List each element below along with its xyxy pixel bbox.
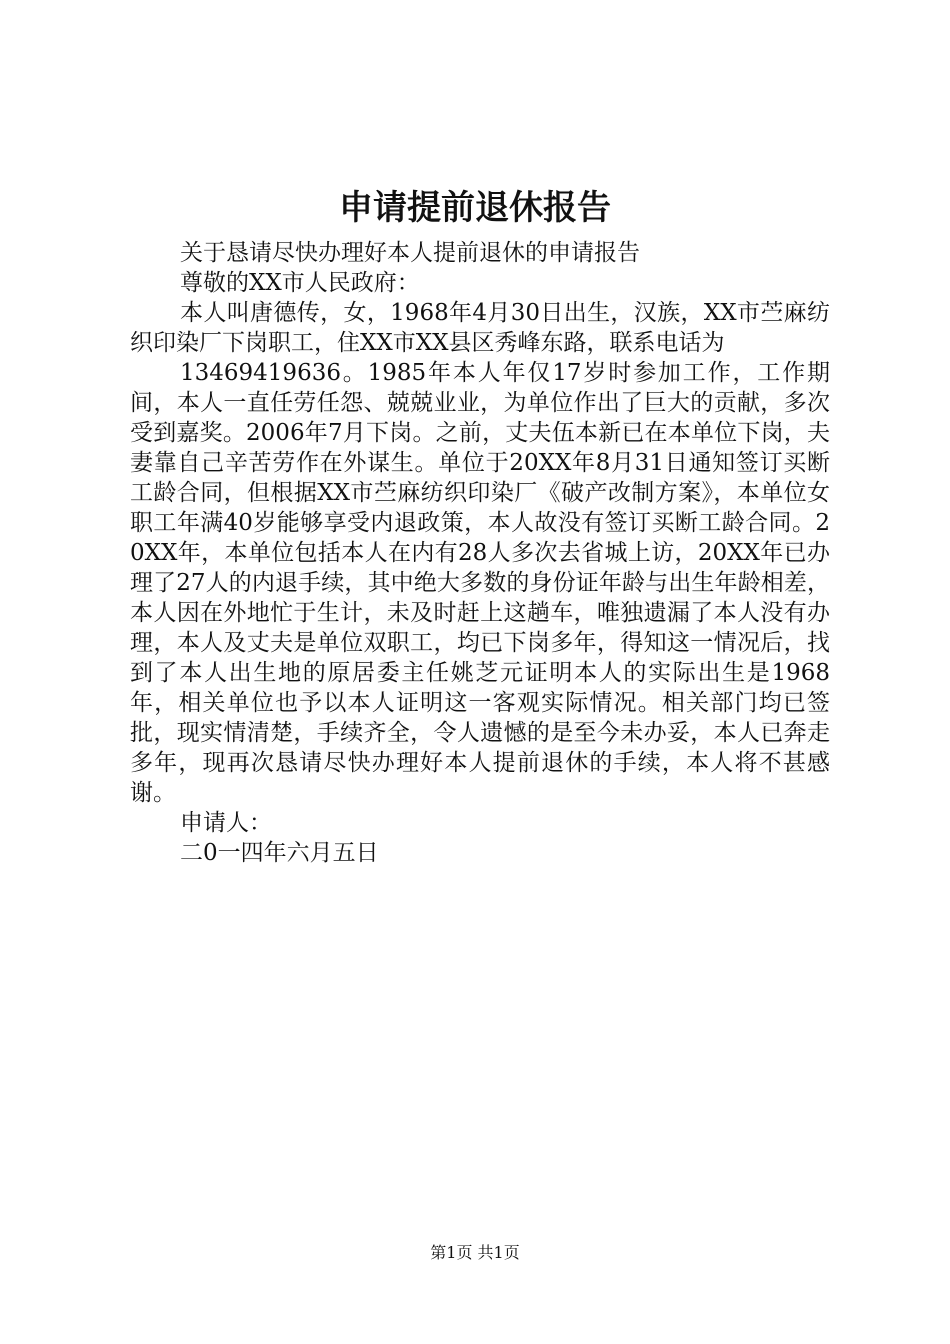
document-title: 申请提前退休报告	[339, 188, 611, 228]
signature-line: 申请人：	[180, 810, 272, 836]
page-footer: 第1页 共1页	[430, 1243, 520, 1262]
date-line: 二0一四年六月五日	[180, 840, 379, 866]
salutation: 尊敬的XX市人民政府：	[180, 270, 420, 296]
paragraph-intro: 本人叫唐德传，女，1968年4月30日出生，汉族，XX市苎麻纺织印染厂下岗职工，住XX市XX县区秀峰东路，联系电话为	[130, 300, 830, 356]
document-subtitle: 关于恳请尽快办理好本人提前退休的申请报告	[180, 240, 640, 266]
document-body	[130, 238, 830, 868]
paragraph-main: 13469419636。1985年本人年仅17岁时参加工作，工作期间，本人一直任劳任怨、兢兢业业，为单位作出了巨大的贡献，多次受到嘉奖。2006年7月下岗。之前，丈夫伍本新已在本单位下岗，夫妻靠自己辛苦劳作在外谋生。单位于20XX年8月31日通知签订买断工龄合同，但根据XX市苎麻纺织印染厂《破产改制方案》，本单位女职工年满40岁能够享受内退政策，本人故没有签订买断工龄合同。20XX年，本单位包括本人在内有28人多次去省城上访，20XX年已办理了27人的内退手续，其中绝大多数的身份证年龄与出生年龄相差，本人因在外地忙于生计，未及时赶上这趟车，唯独遗漏了本人没有办理，本人及丈夫是单位双职工，均已下岗多年，得知这一情况后，找到了本人出生地的原居委主任姚芝元证明本人的实际出生是1968年，相关单位也予以本人证明这一客观实际情况。相关部门均已签批，现实情清楚，手续齐全，令人遗憾的是至今未办妥，本人已奔走多年，现再次恳请尽快办理好本人提前退休的手续，本人将不甚感谢。	[130, 360, 830, 806]
